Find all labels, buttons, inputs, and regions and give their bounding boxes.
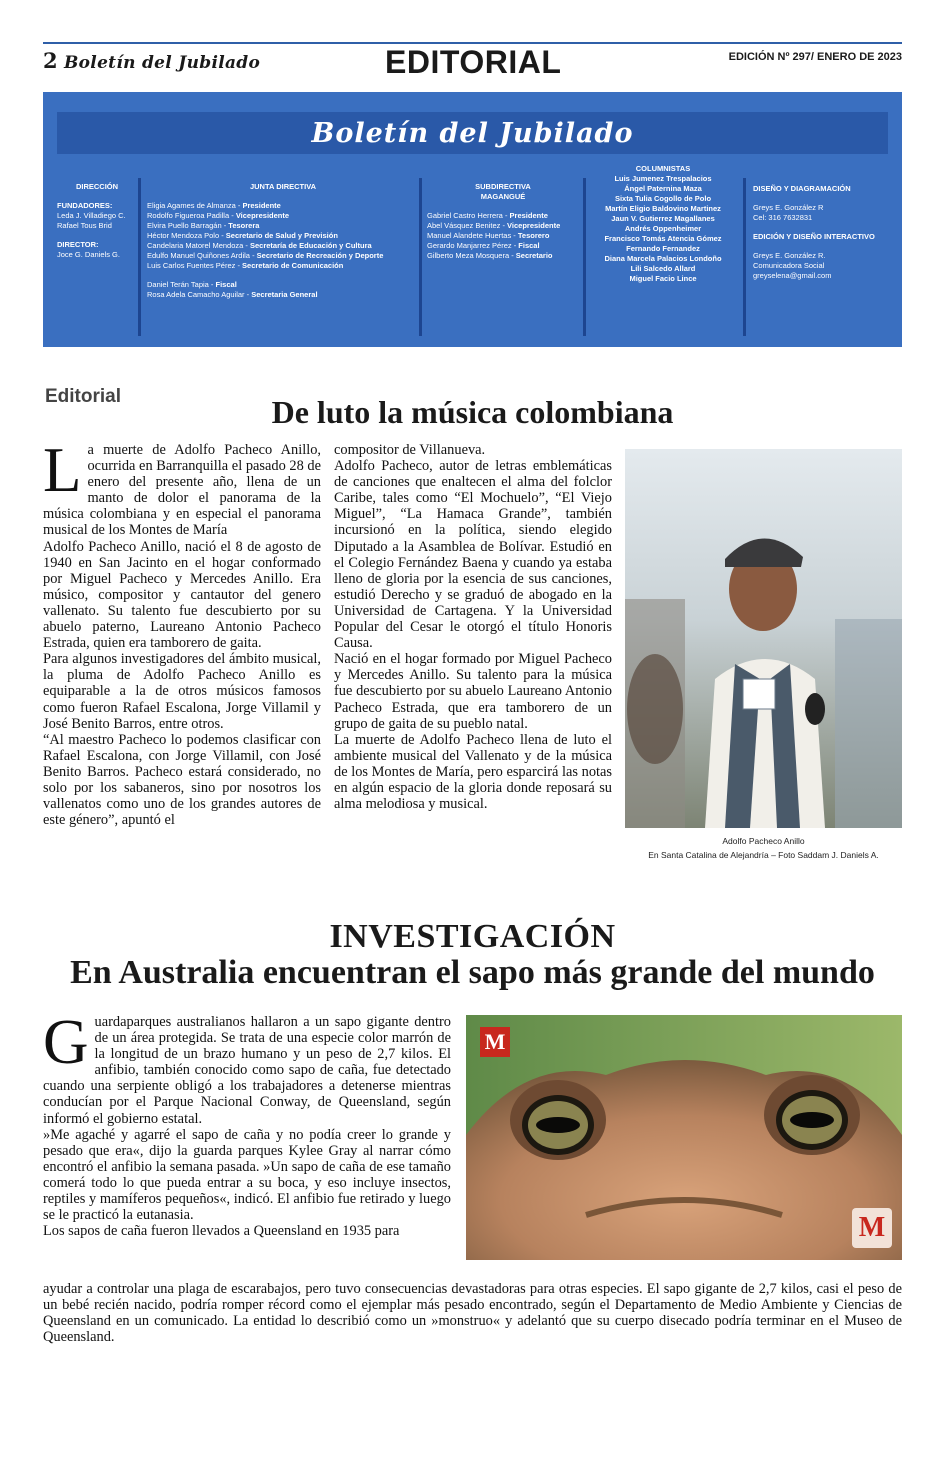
- columnista-name: Miguel Facio Lince: [629, 274, 697, 283]
- fundadores-label: FUNDADORES:: [57, 201, 113, 210]
- m-watermark-icon: M: [852, 1208, 892, 1248]
- direccion-column: [57, 182, 137, 260]
- article1-dropcap: L: [43, 435, 82, 505]
- junta-member: Héctor Mendoza Polo - Secretario de Salud y Previsión: [147, 231, 338, 240]
- columnistas-column: [591, 164, 735, 284]
- columnista-name: Francisco Tomás Atencia Gómez: [604, 234, 722, 243]
- m-logo-icon: M: [480, 1027, 510, 1057]
- caption-title: Adolfo Pacheco Anillo: [722, 836, 805, 846]
- article1-caption: [625, 834, 902, 862]
- subdirectiva-heading: SUBDIRECTIVA: [475, 182, 531, 191]
- diseno-name: Greys E. González R: [753, 203, 824, 212]
- direccion-heading: DIRECCIÓN: [75, 182, 119, 191]
- diseno-phone: Cel: 316 7632831: [753, 213, 813, 222]
- fundador-name: Rafael Tous Brid: [57, 221, 112, 230]
- article2-paragraph: Los sapos de caña fueron llevados a Queensland en 1935 para: [43, 1223, 400, 1240]
- section-title: EDITORIAL: [385, 44, 562, 80]
- portrait-illustration: [625, 449, 902, 828]
- subdirectiva-member: Manuel Alandete Huertas - Tesorero: [427, 231, 550, 240]
- article1-paragraph: compositor de Villanueva.: [334, 442, 486, 458]
- caption-credit: En Santa Catalina de Alejandría – Foto Saddam J. Daniels A.: [648, 850, 879, 860]
- director-label: DIRECTOR:: [57, 240, 99, 249]
- columnista-name: Sixta Tulia Cogollo de Polo: [614, 194, 712, 203]
- masthead-separator: [419, 178, 422, 336]
- columnistas-heading: COLUMNISTAS: [635, 164, 691, 173]
- masthead-separator: [583, 178, 586, 336]
- fundador-name: Leda J. Villadiego C.: [57, 211, 126, 220]
- article1-paragraph: La muerte de Adolfo Pacheco llena de luto el ambiente musical del Vallenato y de la música de los Montes de María, pero esparcirá las notas en algún espacio de la gloria donde reposará su alma melodiosa y musical.: [334, 731, 612, 813]
- article2-headline: En Australia encuentran el sapo más grande del mundo: [70, 954, 875, 991]
- article2-dropcap: G: [43, 1007, 89, 1077]
- columnista-name: Andrés Oppenheimer: [624, 224, 702, 233]
- article1-headline: De luto la música colombiana: [271, 394, 674, 430]
- edicion-name: Greys E. González R.: [753, 251, 826, 260]
- article1-paragraph: Nació en el hogar formado por Miguel Pacheco y Mercedes Anillo. Su talento para la música fue descubierto por su abuelo Laureano Antonio Pacheco Estrada, que era tamborero de un grupo de gaita de su pueblo natal.: [334, 651, 612, 732]
- director-name: Joce G. Daniels G.: [57, 250, 120, 259]
- subdirectiva-member: Gilberto Meza Mosquera - Secretario: [427, 251, 553, 260]
- columnista-name: Ángel Paternina Maza: [624, 184, 702, 193]
- page-number: 2: [43, 48, 58, 73]
- subdirectiva-member: Gabriel Castro Herrera - Presidente: [427, 211, 548, 220]
- article1-kicker: Editorial: [45, 386, 122, 407]
- junta-column: [147, 182, 419, 300]
- edicion-heading: EDICIÓN Y DISEÑO INTERACTIVO: [753, 232, 875, 241]
- article1-paragraph: “Al maestro Pacheco lo podemos clasificar con Rafael Escalona, con Jorge Villamil, con José Benito Barros. Pacheco estará considerado, no solo por los sabaneros, sino por nosotros los vallenatos como uno de los grandes autores de este género”, apuntó el: [43, 731, 321, 829]
- columnista-name: Martín Eligio Baldovino Martinez: [605, 204, 721, 213]
- article2-kicker: INVESTIGACIÓN: [329, 918, 616, 955]
- junta-member: Eligia Agames de Almanza - Presidente: [147, 201, 281, 210]
- columnista-name: Diana Marcela Palacios Londoño: [604, 254, 722, 263]
- junta-member: Luis Carlos Fuentes Pérez - Secretario de Comunicación: [147, 261, 344, 270]
- article2-paragraph: Guardaparques australianos hallaron a un sapo gigante dentro de un área protegida. Se trata de una especie color marrón de la longitud de un brazo humano y un peso de 2,7 kilos. El anfibio, también conocido como sapo de caña, fue detectado cuando una serpiente obligó a los trabajadores a detenerse mientras conducían por el Parque Nacional Conway, de Queensland, según informó el gobierno estatal.: [43, 1007, 451, 1127]
- diseno-heading: DISEÑO Y DIAGRAMACIÓN: [753, 184, 851, 193]
- columnista-name: Jaun V. Gutierrez Magallanes: [611, 214, 715, 223]
- masthead-separator: [743, 178, 746, 336]
- article2-paragraph: ayudar a controlar una plaga de escarabajos, pero tuvo consecuencias devastadoras para otras especies. El sapo gigante de 2,7 kilos, casi el peso de un bebé recién nacido, podría romper récord como el ejemplar más pesado encontrado, según el Departamento de Medio Ambiente y Ciencias de Queensland en un comunicado. La entidad lo describió como un »monstruo« y adelantó que su cuerpo disecado podría terminar en el Museo de Queensland.: [43, 1281, 902, 1346]
- edicion-email: greyselena@gmail.com: [753, 271, 832, 280]
- columnista-name: Luis Jumenez Trespalacios: [614, 174, 712, 183]
- junta-member: Rosa Adela Camacho Aguilar - Secretaria General: [147, 290, 318, 299]
- junta-member: Rodolfo Figueroa Padilla - Vicepresidente: [147, 211, 290, 220]
- masthead-title: Boletín del Jubilado: [57, 112, 888, 154]
- masthead-separator: [138, 178, 141, 336]
- junta-member: Candelaria Matorel Mendoza - Secretaría de Educación y Cultura: [147, 241, 372, 250]
- article1-column-2: [334, 442, 612, 812]
- junta-member: Elvira Puello Barragán - Tesorera: [147, 221, 260, 230]
- junta-heading: JUNTA DIRECTIVA: [249, 182, 317, 191]
- columnista-name: Fernando Fernandez: [626, 244, 700, 253]
- subdirectiva-member: Abel Vásquez Benitez - Vicepresidente: [427, 221, 561, 230]
- subdirectiva-subheading: MAGANGUÉ: [480, 192, 526, 201]
- article1-column-1: [43, 435, 321, 829]
- article2-column-top: [43, 1007, 451, 1240]
- article1-paragraph: Para algunos investigadores del ámbito musical, la pluma de Adolfo Pacheco Anillo es equiparable a la de otros músicos famosos como fueron Rafael Escalona, Jorge Villamil y José Benito Barros, entre otros.: [43, 651, 321, 732]
- article1-photo: [625, 449, 902, 828]
- junta-member: Edulfo Manuel Quiñones Ardila - Secretario de Recreación y Deporte: [147, 251, 384, 260]
- article1-paragraph: Adolfo Pacheco Anillo, nació el 8 de agosto de 1940 en San Jacinto en el hogar conformado por Miguel Pacheco y Mercedes Anillo. Era músico, compositor y cantautor del genero vallenato. Su talento fue descubierto por su abuelo paterno, Laureano Antonio Pacheco Estrada, quien era tamborero de gaita.: [43, 538, 321, 652]
- edicion-role: Comunicadora Social: [753, 261, 825, 270]
- subdirectiva-column: [427, 182, 579, 261]
- subdirectiva-member: Gerardo Manjarrez Pérez - Fiscal: [427, 241, 540, 250]
- article2-paragraph: »Me agaché y agarré el sapo de caña y no podía creer lo grande y pesado que era«, dijo la guarda parques Kylee Gray al narrar cómo encontró el anfibio la semana pasada. »Un sapo de caña de ese tamaño comerá todo lo que pueda entrar a su boca, y eso incluye insectos, reptiles y mamíferos pequeños«, indicó. El anfibio fue retirado y luego se le practicó la eutanasia.: [43, 1126, 451, 1224]
- edition-label: EDICIÓN Nº 297/ ENERO DE 2023: [728, 51, 902, 63]
- publication-name: Boletín del Jubilado: [64, 53, 261, 73]
- junta-member: Daniel Terán Tapia - Fiscal: [147, 280, 237, 289]
- article2-column-bottom: [43, 1281, 902, 1345]
- toad-illustration: [466, 1015, 902, 1260]
- masthead: [43, 92, 902, 347]
- article1-paragraph: La muerte de Adolfo Pacheco Anillo, ocurrida en Barranquilla el pasado 28 de enero del presente año, llena de un manto de dolor el panorama de la música colombiana y en especial el panorama musical de los Montes de María: [43, 435, 321, 539]
- article1-paragraph: Adolfo Pacheco, autor de letras emblemáticas de canciones que enaltecen el alma del folclor Caribe, tales como “El Mochuelo”, “El Viejo Miguel”, “La Hamaca Grande”, también incursionó en la política, siendo elegido Diputado a la Asamblea de Bolívar. Estudió en el Colegio Fernández Baena y cuando ya estaba lleno de gloria por la esencia de sus canciones, estudió Derecho y se graduó de abogado en la Universidad de Cartagena. Y la Universidad Popular del Cesar le otorgó el título Honoris Causa.: [334, 458, 612, 652]
- article2-photo: [466, 1015, 902, 1260]
- columnista-name: Lili Salcedo Allard: [630, 264, 696, 273]
- diseno-column: [753, 184, 898, 281]
